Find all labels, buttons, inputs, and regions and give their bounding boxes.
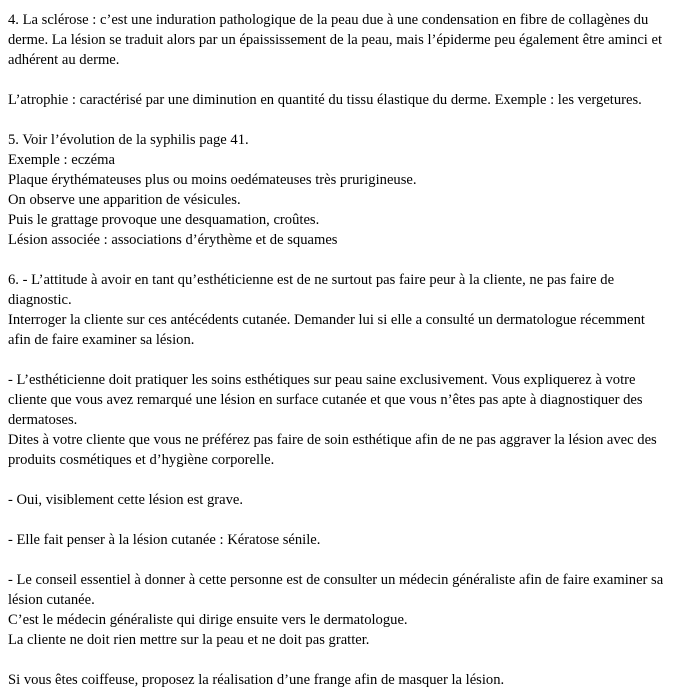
text-line: L’atrophie : caractérisé par une diminution en quantité du tissu élastique du derme. Exemple : les vergetures. [8,92,642,108]
paragraph-coiffeuse [8,670,698,690]
paragraph-grave [8,490,698,510]
text-line: derme. La lésion se traduit alors par un épaississement de la peau, mais l’épiderme peu également être aminci et [8,32,663,48]
text-line: On observe une apparition de vésicules. [8,192,241,208]
text-line: dermatoses. [8,412,78,428]
paragraph-keratose [8,530,698,550]
text-line: Puis le grattage provoque une desquamation, croûtes. [8,212,320,228]
text-line: Lésion associée : associations d’érythème et de squames [8,232,338,248]
paragraph-atrophie [8,90,698,110]
text-line: - Le conseil essentiel à donner à cette personne est de consulter un médecin généraliste afin de faire examiner sa [8,572,664,588]
text-line: 4. La sclérose : c’est une induration pathologique de la peau due à une condensation en fibre de collagènes du [8,12,649,28]
text-line: Si vous êtes coiffeuse, proposez la réalisation d’une frange afin de masquer la lésion. [8,672,505,688]
text-line: Plaque érythémateuses plus ou moins oedémateuses très prurigineuse. [8,172,417,188]
text-line: 6. - L’attitude à avoir en tant qu’esthéticienne est de ne surtout pas faire peur à la cliente, ne pas faire de [8,272,615,288]
text-line: produits cosmétiques et d’hygiène corporelle. [8,452,275,468]
text-line: - Oui, visiblement cette lésion est grave. [8,492,244,508]
text-line: cliente que vous avez remarqué une lésion en surface cutanée et que vous n’êtes pas apte à diagnostiquer des [8,392,643,408]
text-line: adhérent au derme. [8,52,120,68]
text-line: - Elle fait penser à la lésion cutanée : Kératose sénile. [8,532,321,548]
text-line: C’est le médecin généraliste qui dirige ensuite vers le dermatologue. [8,612,408,628]
text-line: afin de faire examiner sa lésion. [8,332,195,348]
paragraph-conseil [8,570,698,650]
paragraph-soins [8,370,698,470]
text-line: Exemple : eczéma [8,152,115,168]
text-line: - L’esthéticienne doit pratiquer les soins esthétiques sur peau saine exclusivement. Vous expliquerez à votre [8,372,636,388]
paragraph-sclerose [8,10,698,70]
text-line: Interroger la cliente sur ces antécédents cutanée. Demander lui si elle a consulté un dermatologue récemment [8,312,645,328]
text-line: 5. Voir l’évolution de la syphilis page 41. [8,132,249,148]
paragraph-attitude [8,270,698,350]
text-line: La cliente ne doit rien mettre sur la peau et ne doit pas gratter. [8,632,370,648]
document-page [8,10,698,690]
paragraph-syphilis-eczema [8,130,698,250]
text-line: diagnostic. [8,292,72,308]
text-line: lésion cutanée. [8,592,95,608]
text-line: Dites à votre cliente que vous ne préférez pas faire de soin esthétique afin de ne pas aggraver la lésion avec des [8,432,657,448]
